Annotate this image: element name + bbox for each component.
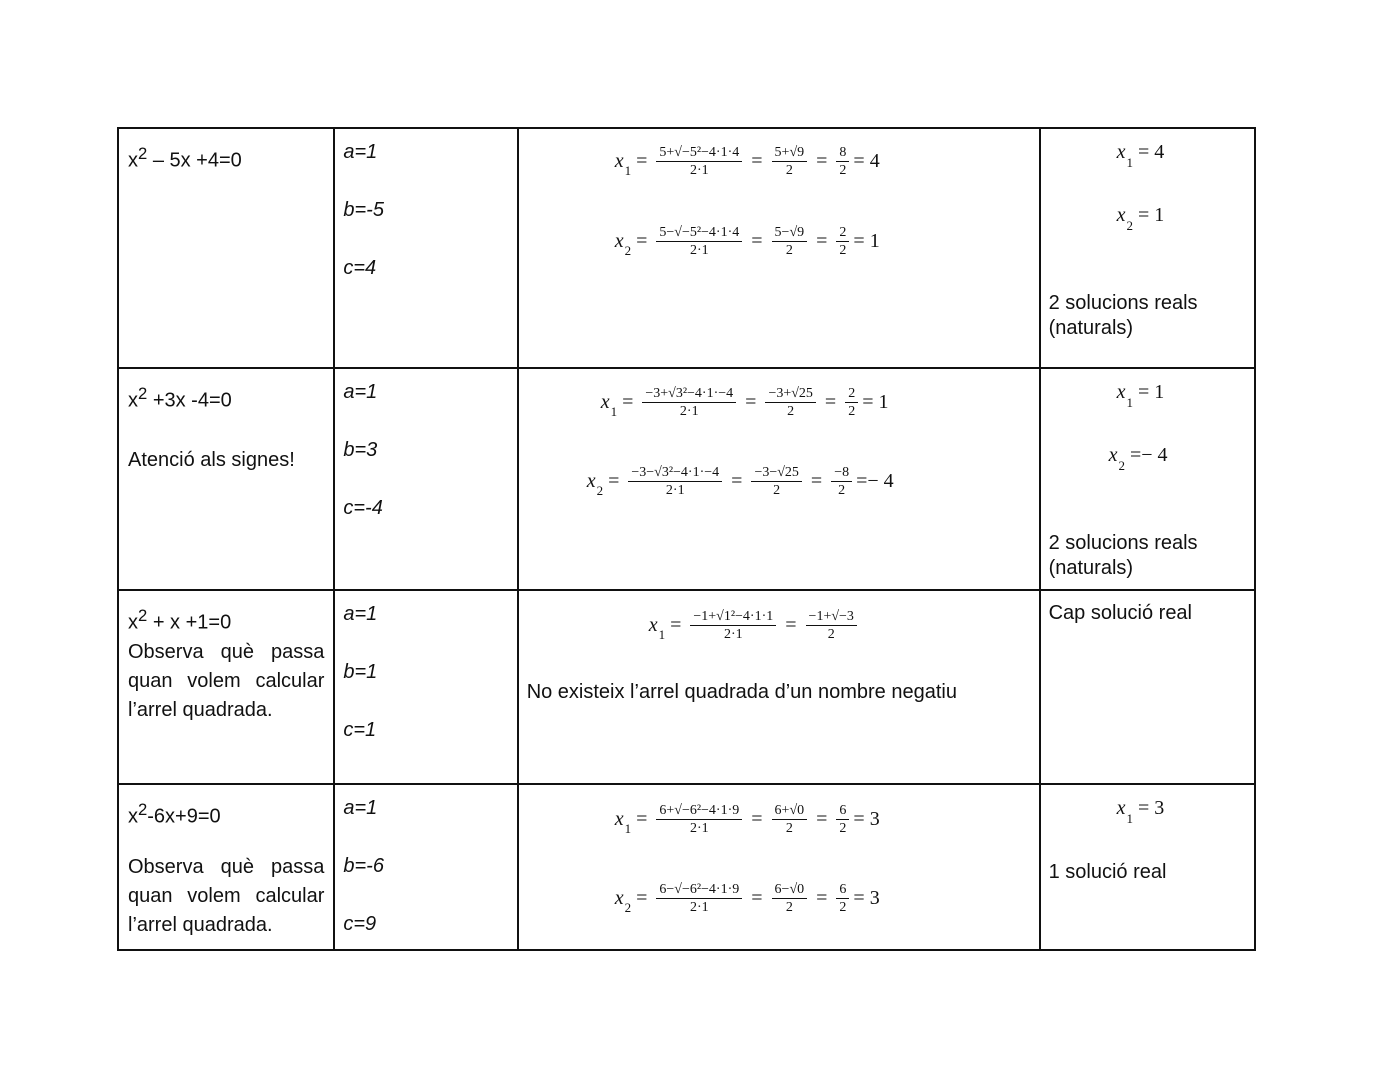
coef-b: b=-6 bbox=[343, 855, 384, 877]
formula-cell bbox=[518, 368, 1040, 590]
solution-summary: 1 solució real bbox=[1048, 861, 1167, 883]
formula-x1: x 1 = $\frac{\text{−3+√3²−4·1·−4}}{2\cdot 1}$ = $\frac{-3+√25}{2}$ = $\frac{2}{2}$ = 1 bbox=[600, 386, 889, 419]
coef-b: b=-5 bbox=[343, 199, 384, 221]
formula-cell bbox=[518, 590, 1040, 784]
coef-c: c=4 bbox=[343, 257, 377, 279]
table-row bbox=[118, 590, 1255, 784]
equation-cell bbox=[118, 368, 334, 590]
solution-cell bbox=[1040, 128, 1255, 368]
formula-cell bbox=[518, 784, 1040, 950]
formula-x2: x 2 = $\frac{\text{6−√−6²−4·1·9}}{2\cdot 1}$ = $\frac{6-√0}{2}$ = $\frac{6}{2}$ = 3 bbox=[614, 882, 880, 915]
equation-comment: Observa què passa quan volem calcular l’arrel quadrada. bbox=[128, 855, 325, 936]
coefficients-cell bbox=[334, 368, 517, 590]
formula-x2: x 2 = $\frac{\text{5−√−5²−4·1·4}}{2\cdot 1}$ = $\frac{5-√9}{2}$ = $\frac{2}{2}$ = 1 bbox=[614, 225, 880, 258]
coef-b: b=1 bbox=[343, 661, 378, 683]
solution-x2: $x_2 =- 4$ bbox=[1108, 444, 1168, 473]
coef-b: b=3 bbox=[343, 439, 378, 461]
coef-a: a=1 bbox=[343, 797, 378, 819]
formula-x1: x 1 = $\frac{\text{−1+√1²−4·1·1}}{2\cdot 1}$ = $\frac{-1+√-3}{2}$ bbox=[649, 609, 861, 642]
coef-a: a=1 bbox=[343, 381, 378, 403]
solution-summary: Cap solució real bbox=[1048, 602, 1193, 624]
coef-c: c=9 bbox=[343, 913, 377, 935]
solution-cell bbox=[1040, 590, 1255, 784]
equation-cell bbox=[118, 590, 334, 784]
negative-root-note: No existeix l’arrel quadrada d’un nombre negatiu bbox=[526, 681, 957, 703]
coef-c: c=1 bbox=[343, 719, 377, 741]
solution-x1: $x_1 = 1$ bbox=[1116, 381, 1165, 410]
coefficients-cell bbox=[334, 590, 517, 784]
table-row bbox=[118, 784, 1255, 950]
equation-comment: Observa què passa quan volem calcular l’arrel quadrada. bbox=[128, 640, 325, 721]
formula-x1: x 1 = $\frac{\text{5+√−5²−4·1·4}}{2\cdot 1}$ = $\frac{5+√9}{2}$ = $\frac{8}{2}$ = 4 bbox=[614, 145, 880, 178]
table-row bbox=[118, 128, 1255, 368]
equation-cell bbox=[118, 784, 334, 950]
equation-comment: Atenció als signes! bbox=[128, 448, 295, 471]
coef-c: c=-4 bbox=[343, 497, 383, 519]
coefficients-cell bbox=[334, 128, 517, 368]
equation: $x^2-6x+9=0$ bbox=[128, 800, 221, 828]
equation: $x^2 + x +1=0$ bbox=[128, 606, 232, 634]
solution-x2: $x_2 = 1$ bbox=[1116, 204, 1165, 233]
equation: $x^2 - 5x +4=0$ bbox=[128, 144, 242, 172]
coef-a: a=1 bbox=[343, 603, 378, 625]
formula-x1: x 1 = $\frac{\text{6+√−6²−4·1·9}}{2\cdot 1}$ = $\frac{6+√0}{2}$ = $\frac{6}{2}$ = 3 bbox=[614, 803, 880, 836]
solution-x1: $x_1 = 4$ bbox=[1116, 141, 1165, 170]
table-row bbox=[118, 368, 1255, 590]
formula-x2: x 2 = $\frac{\text{−3−√3²−4·1·−4}}{2\cdot 1}$ = $\frac{-3-√25}{2}$ = $\frac{-8}{2}$ =− 4 bbox=[586, 465, 894, 498]
coefficients-cell bbox=[334, 784, 517, 950]
coef-a: a=1 bbox=[343, 141, 378, 163]
equations-table bbox=[117, 127, 1256, 951]
solution-x1: $x_1 = 3$ bbox=[1116, 797, 1165, 826]
equation: $x^2 +3x$ -4=0 bbox=[128, 384, 232, 412]
solution-cell bbox=[1040, 784, 1255, 950]
equation-cell bbox=[118, 128, 334, 368]
solution-summary: 2 solucions reals (naturals) bbox=[1048, 292, 1198, 339]
solution-summary: 2 solucions reals (naturals) bbox=[1048, 532, 1198, 579]
solution-cell bbox=[1040, 368, 1255, 590]
formula-cell bbox=[518, 128, 1040, 368]
